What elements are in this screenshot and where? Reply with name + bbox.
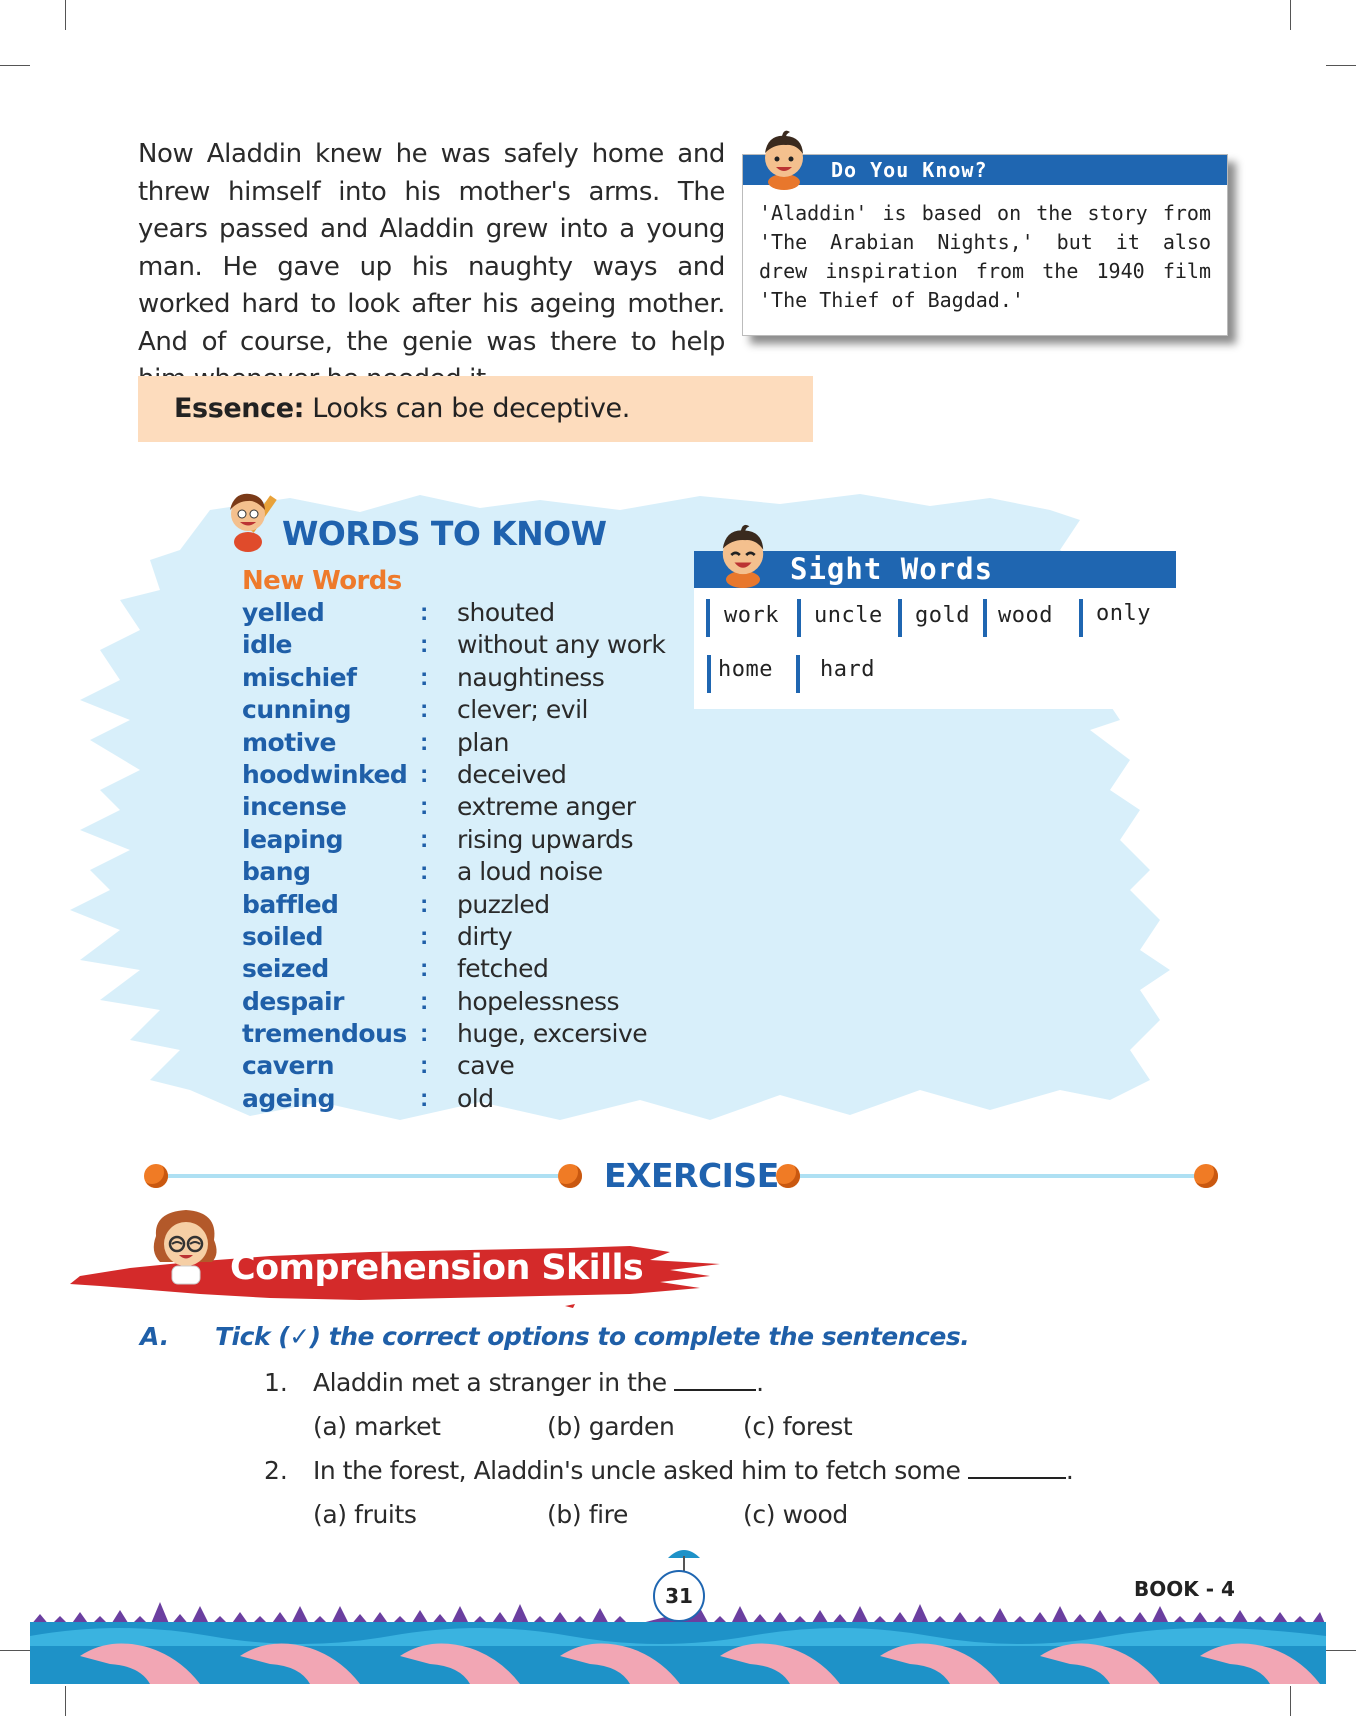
question-number: 1. [264,1368,288,1397]
word-term: seized [242,954,329,984]
sight-word: work [724,603,779,628]
question-text [313,1368,764,1397]
story-paragraph: Now Aladdin knew he was safely home and threw himself into his mother's arms. The years passed and Aladdin grew into a young man. He gave up his naughty ways and worked hard to look after his ageing mother. And of course, the genie was there to help [138,139,725,357]
word-colon: : [420,1019,429,1048]
word-meaning: old [457,1083,494,1113]
question-text [313,1456,1073,1485]
word-divider [898,599,902,637]
option-b[interactable]: (b) fire [547,1500,628,1529]
word-colon: : [420,630,429,659]
crop-mark [1290,0,1291,30]
sight-word: wood [998,603,1053,628]
word-term: cunning [242,695,351,725]
do-you-know-box [742,154,1228,336]
crop-mark [65,1686,66,1716]
word-meaning: puzzled [457,889,550,919]
question-end: . [756,1368,764,1397]
word-meaning: huge, excersive [457,1019,648,1049]
word-term: bang [242,857,311,887]
word-meaning: a loud noise [457,857,603,887]
new-words-subtitle: New Words [242,566,402,596]
word-term: baffled [242,889,339,919]
word-colon: : [420,727,429,756]
girl-with-glasses-icon [142,1206,230,1288]
word-colon: : [420,921,429,950]
word-term: cavern [242,1051,335,1081]
word-meaning: hopelessness [457,986,620,1016]
word-colon: : [420,662,429,691]
sight-word: gold [915,603,970,628]
orange-dot-icon [1194,1164,1218,1188]
sight-word: home [718,657,773,682]
word-meaning: cave [457,1051,515,1081]
word-colon: : [420,759,429,788]
section-instruction: Tick (✓) the correct options to complete the sentences. [215,1322,970,1351]
book-label: BOOK - 4 [1134,1577,1235,1601]
option-a[interactable]: (a) market [313,1412,441,1441]
word-meaning: without any work [457,630,666,660]
word-meaning: shouted [457,598,555,627]
crop-mark [1326,65,1356,66]
word-divider [1079,599,1083,637]
word-meaning: fetched [457,954,549,984]
page-number: 31 [653,1570,705,1622]
option-c[interactable]: (c) wood [743,1500,848,1529]
word-divider [707,655,711,693]
word-colon: : [420,598,429,626]
word-term: mischief [242,662,357,692]
word-term: despair [242,986,344,1016]
word-meaning: deceived [457,759,567,789]
sight-word: hard [820,657,875,682]
orange-dot-icon [144,1164,168,1188]
question-stem: Aladdin met a stranger in the [313,1368,667,1397]
question-end: . [1065,1456,1074,1485]
word-divider [706,599,710,637]
word-meaning: naughtiness [457,662,605,692]
word-meaning: plan [457,727,509,757]
word-colon: : [420,695,429,724]
crop-mark [65,0,66,30]
exercise-divider-left [156,1174,566,1178]
question-stem: In the forest, Aladdin's uncle asked him to fetch some [313,1456,961,1485]
word-colon: : [420,889,429,918]
word-term: ageing [242,1083,335,1113]
sight-word: only [1096,601,1151,626]
word-meaning: rising upwards [457,824,634,854]
word-colon: : [420,986,429,1015]
question-number: 2. [264,1456,288,1485]
orange-dot-icon [776,1164,800,1188]
word-colon: : [420,792,429,821]
word-colon: : [420,857,429,886]
word-term: yelled [242,598,325,627]
exercise-title: EXERCISE [604,1156,779,1195]
essence-box [138,376,813,442]
essence-label: Essence: [174,393,305,424]
word-colon: : [420,1051,429,1080]
word-divider [983,599,987,637]
word-term: hoodwinked [242,759,408,789]
word-term: incense [242,792,347,822]
option-b[interactable]: (b) garden [547,1412,675,1441]
option-c[interactable]: (c) forest [743,1412,853,1441]
sight-words-title: Sight Words [694,551,1176,588]
boy-mascot-icon [712,522,774,588]
word-colon: : [420,824,429,853]
word-meaning: clever; evil [457,695,588,725]
word-term: soiled [242,921,324,951]
word-divider [797,599,801,637]
option-a[interactable]: (a) fruits [313,1500,417,1529]
word-term: motive [242,727,336,757]
boy-mascot-icon [756,128,812,190]
word-divider [796,655,800,693]
essence-text: Looks can be deceptive. [304,393,630,424]
word-meaning: extreme anger [457,792,636,822]
word-term: tremendous [242,1019,407,1049]
do-you-know-title: Do You Know? [743,155,1227,185]
comprehension-skills-title: Comprehension Skills [230,1248,644,1288]
sight-word: uncle [814,603,883,628]
crop-mark [1290,1686,1291,1716]
words-to-know-title: WORDS TO KNOW [282,514,607,553]
word-term: idle [242,630,292,660]
orange-dot-icon [558,1164,582,1188]
word-colon: : [420,1083,429,1112]
section-letter: A. [140,1322,170,1351]
exercise-divider-right [790,1174,1202,1178]
word-meaning: dirty [457,921,513,951]
answer-blank[interactable] [968,1457,1066,1479]
do-you-know-text: 'Aladdin' is based on the story from 'The Arabian Nights,' but it also drew inspiration from the 1940 film 'The Thief of Bagdad.' [759,201,1211,312]
word-term: leaping [242,824,344,854]
word-colon: : [420,954,429,983]
boy-with-pencil-icon [218,486,288,556]
answer-blank[interactable] [674,1369,756,1391]
crop-mark [0,65,30,66]
